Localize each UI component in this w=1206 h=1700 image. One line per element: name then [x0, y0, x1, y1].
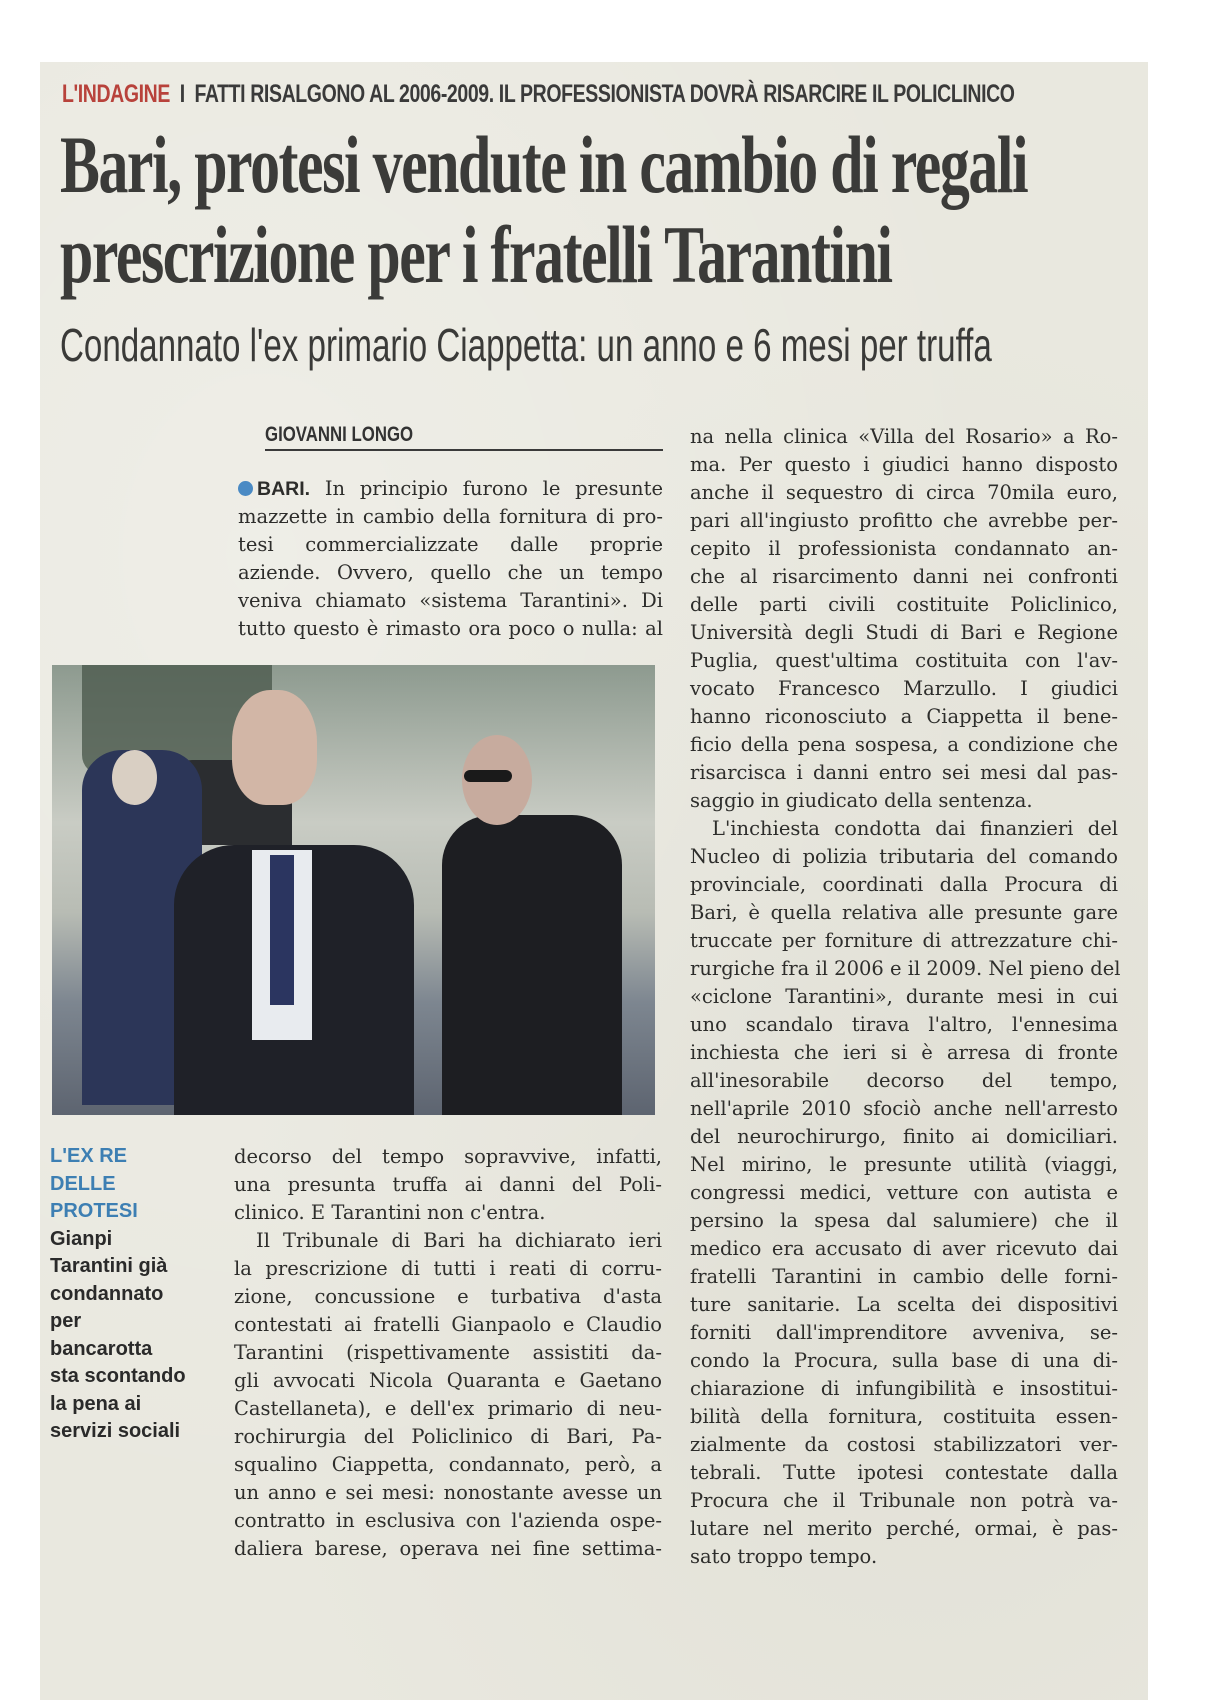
article-line: bilità della fornitura, costituita essen-: [690, 1405, 1118, 1428]
headline: [60, 120, 1082, 300]
article-line: delle parti civili costituite Policlinico,: [690, 593, 1118, 616]
byline: [265, 423, 663, 451]
photo-person-left-head: [112, 750, 157, 805]
article-line: Nucleo di polizia tributaria del comando: [690, 845, 1118, 868]
article-line: chiarazione di infungibilità e insostitui-: [690, 1377, 1118, 1400]
article-line: Castellaneta), e dell'ex primario di neu-: [234, 1397, 662, 1420]
article-line: Bari, è quella relativa alle presunte gare: [690, 901, 1118, 924]
article-line: mazzette in cambio della fornitura di pro-: [238, 505, 663, 528]
article-line: daliera barese, operava nei fine settima-: [234, 1537, 662, 1560]
article-line: «ciclone Tarantini», durante mesi in cui: [690, 985, 1118, 1008]
article-text: In principio furono le presunte: [324, 477, 663, 500]
headline-line-2: prescrizione per i fratelli Tarantini: [60, 209, 892, 300]
article-line: risarcisca i danni entro sei mesi dal pas-: [690, 761, 1118, 784]
caption-title-line: L'EX RE: [50, 1145, 127, 1167]
article-line: inchiesta che ieri si è arresa di fronte: [690, 1041, 1118, 1064]
article-line: che al risarcimento danni nei confronti: [690, 565, 1118, 588]
article-line: uno scandalo tirava l'altro, l'ennesima: [690, 1013, 1118, 1036]
caption-title-line: DELLE: [50, 1172, 116, 1195]
caption-body-line: per: [50, 1310, 82, 1332]
article-line: ture sanitarie. La scelta dei dispositivi: [690, 1293, 1118, 1316]
article-line: fratelli Tarantini in cambio delle forni-: [690, 1265, 1118, 1288]
caption-body-line: la pena ai: [50, 1392, 142, 1415]
article-line: decorso del tempo sopravvive, infatti,: [234, 1145, 662, 1168]
author-name: GIOVANNI LONGO: [265, 423, 414, 446]
article-line: ma. Per questo i giudici hanno disposto: [690, 453, 1118, 476]
caption-title-line: PROTESI: [50, 1200, 138, 1222]
dateline: BARI.: [257, 478, 311, 500]
article-column-2: [690, 423, 1121, 1571]
article-line: saggio in giudicato della sentenza.: [690, 789, 1033, 812]
article-line: anche il sequestro di circa 70mila euro,: [690, 481, 1118, 504]
article-line: L'inchiesta condotta dai finanzieri del: [712, 817, 1118, 840]
article-line: sato troppo tempo.: [690, 1545, 878, 1568]
caption-body-line: bancarotta: [50, 1337, 153, 1360]
photo-person-right: [442, 815, 622, 1115]
article-column-1-top: [238, 475, 663, 643]
article-line: Puglia, quest'ultima costituita con l'av-: [690, 649, 1118, 672]
caption-body-line: Tarantini già: [50, 1255, 168, 1277]
kicker-text: FATTI RISALGONO AL 2006-2009. IL PROFESSIONISTA DOVRÀ RISARCIRE IL POLICLINICO: [194, 80, 1015, 108]
article-line: una presunta truffa ai danni del Poli-: [234, 1173, 662, 1196]
article-line: Il Tribunale di Bari ha dichiarato ieri: [256, 1229, 662, 1252]
article-line: la prescrizione di tutti i reati di corru-: [234, 1257, 662, 1280]
photo-caption: [50, 1143, 200, 1446]
article-line: tebrali. Tutte ipotesi contestate dalla: [690, 1461, 1118, 1484]
article-line: squalino Ciappetta, condannato, però, a: [234, 1453, 662, 1476]
section-tag: L'INDAGINE: [62, 80, 170, 108]
article-column-1-bottom: [234, 1143, 662, 1563]
article-line: veniva chiamato «sistema Tarantini». Di: [238, 589, 663, 612]
article-line: gli avvocati Nicola Quaranta e Gaetano: [234, 1369, 662, 1392]
headline-line-1: Bari, protesi vendute in cambio di regali: [60, 119, 1028, 210]
photo-person-center-head: [232, 690, 317, 805]
article-line: del neurochirurgo, finito ai domiciliari.: [690, 1125, 1118, 1148]
article-line: Nel mirino, le presunte utilità (viaggi,: [690, 1153, 1118, 1176]
article-line: Università degli Studi di Bari e Regione: [690, 621, 1118, 644]
caption-body-line: Gianpi: [50, 1227, 113, 1250]
article-line: [238, 475, 663, 503]
article-line: vocato Francesco Marzullo. I giudici: [690, 677, 1118, 700]
article-line: ficio della pena sospesa, a condizione che: [690, 733, 1118, 756]
kicker: [62, 80, 1015, 109]
subheadline: Condannato l'ex primario Ciappetta: un anno e 6 mesi per truffa: [60, 319, 992, 371]
article-line: lutare nel merito perché, ormai, è pas-: [690, 1517, 1118, 1540]
bullet-icon: [238, 481, 253, 496]
article-line: hanno riconosciuto a Ciappetta il bene-: [690, 705, 1118, 728]
article-line: all'inesorabile decorso del tempo,: [690, 1069, 1118, 1092]
article-line: aziende. Ovvero, quello che un tempo: [238, 561, 663, 584]
article-line: un anno e sei mesi: nonostante avesse un: [234, 1481, 662, 1504]
article-line: zialmente da costosi stabilizzatori ver-: [690, 1433, 1118, 1456]
article-line: zione, concussione e turbativa d'asta: [234, 1285, 662, 1308]
article-line: rurgiche fra il 2006 e il 2009. Nel pieno del: [690, 957, 1121, 980]
article-line: forniti dall'imprenditore avveniva, se-: [690, 1321, 1118, 1344]
article-line: Procura che il Tribunale non potrà va-: [690, 1489, 1118, 1512]
article-line: pari all'ingiusto profitto che avrebbe per-: [690, 509, 1118, 532]
article-line: tutto questo è rimasto ora poco o nulla: al: [238, 617, 663, 640]
photo-sunglasses: [464, 770, 512, 782]
article-line: na nella clinica «Villa del Rosario» a Ro-: [690, 425, 1118, 448]
article-line: persino la spesa dal salumiere) che il: [690, 1209, 1118, 1232]
article-line: contratto in esclusiva con l'azienda ospe-: [234, 1509, 662, 1532]
article-line: clinico. E Tarantini non c'entra.: [234, 1201, 546, 1224]
kicker-separator: I: [179, 80, 185, 108]
article-line: nell'aprile 2010 sfociò anche nell'arresto: [690, 1097, 1118, 1120]
caption-body-line: servizi sociali: [50, 1420, 181, 1442]
article-line: congressi medici, vetture con autista e: [690, 1181, 1118, 1204]
photo-tie: [270, 855, 294, 1005]
article-line: contestati ai fratelli Gianpaolo e Claudio: [234, 1313, 662, 1336]
article-line: provinciale, coordinati dalla Procura di: [690, 873, 1118, 896]
article-line: condo la Procura, sulla base di una di-: [690, 1349, 1118, 1372]
caption-body-line: condannato: [50, 1282, 164, 1305]
article-line: rochirurgia del Policlinico di Bari, Pa-: [234, 1425, 662, 1448]
article-line: truccate per forniture di attrezzature chi-: [690, 929, 1118, 952]
article-line: medico era accusato di aver ricevuto dai: [690, 1237, 1118, 1260]
article-line: Tarantini (rispettivamente assistiti da-: [234, 1341, 662, 1364]
caption-body-line: sta scontando: [50, 1365, 186, 1387]
article-line: cepito il professionista condannato an-: [690, 537, 1118, 560]
article-line: tesi commercializzate dalle proprie: [238, 533, 663, 556]
article-photo: [52, 665, 655, 1115]
